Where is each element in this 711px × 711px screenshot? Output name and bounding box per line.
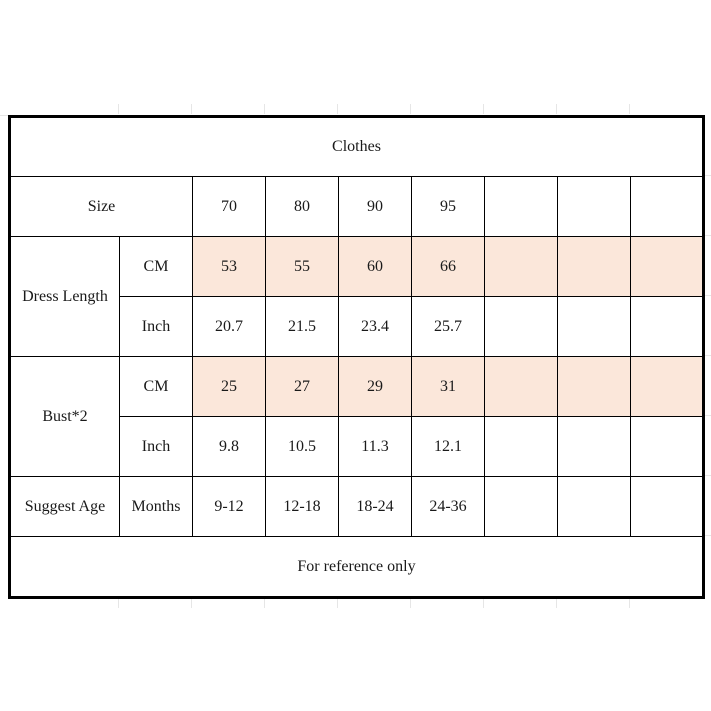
value-cell (558, 297, 631, 357)
age-label: Suggest Age (10, 477, 120, 537)
age-row (10, 477, 704, 537)
value-cell: 23.4 (339, 297, 412, 357)
grid-tick (191, 598, 192, 608)
grid-tick (629, 598, 630, 608)
grid-tick (264, 598, 265, 608)
grid-tick (118, 598, 119, 608)
size-chart-table (8, 115, 705, 599)
size-cell (631, 177, 704, 237)
age-cell: 9-12 (193, 477, 266, 537)
grid-tick (556, 598, 557, 608)
value-cell: 20.7 (193, 297, 266, 357)
value-cell (631, 237, 704, 297)
value-cell (558, 357, 631, 417)
value-cell (485, 417, 558, 477)
group-label-bust: Bust*2 (10, 357, 120, 477)
value-cell (558, 237, 631, 297)
grid-tick (629, 104, 630, 114)
size-label: Size (10, 177, 193, 237)
value-cell: 27 (266, 357, 339, 417)
size-cell (485, 177, 558, 237)
size-cell: 90 (339, 177, 412, 237)
grid-tick (118, 104, 119, 114)
value-cell (485, 237, 558, 297)
value-cell: 53 (193, 237, 266, 297)
size-cell: 95 (412, 177, 485, 237)
grid-tick (483, 598, 484, 608)
grid-tick (410, 104, 411, 114)
value-cell (631, 357, 704, 417)
value-cell: 25.7 (412, 297, 485, 357)
reference-note: For reference only (10, 537, 704, 598)
value-cell: 25 (193, 357, 266, 417)
value-cell (558, 417, 631, 477)
size-cell: 80 (266, 177, 339, 237)
age-cell: 18-24 (339, 477, 412, 537)
unit-label: CM (120, 237, 193, 297)
grid-tick (264, 104, 265, 114)
value-cell: 10.5 (266, 417, 339, 477)
value-cell: 55 (266, 237, 339, 297)
table-title: Clothes (10, 117, 704, 177)
grid-tick (483, 104, 484, 114)
value-cell: 66 (412, 237, 485, 297)
age-cell: 12-18 (266, 477, 339, 537)
unit-label: Inch (120, 417, 193, 477)
value-cell: 9.8 (193, 417, 266, 477)
value-cell (631, 417, 704, 477)
value-cell (485, 357, 558, 417)
value-cell (631, 297, 704, 357)
value-cell (485, 297, 558, 357)
unit-label: CM (120, 357, 193, 417)
age-cell (631, 477, 704, 537)
size-cell (558, 177, 631, 237)
grid-tick (556, 104, 557, 114)
value-cell: 12.1 (412, 417, 485, 477)
value-cell: 11.3 (339, 417, 412, 477)
grid-tick (191, 104, 192, 114)
grid-tick (410, 598, 411, 608)
table-row (10, 357, 704, 417)
footer-row (10, 537, 704, 598)
value-cell: 29 (339, 357, 412, 417)
title-row (10, 117, 704, 177)
age-cell (558, 477, 631, 537)
value-cell: 60 (339, 237, 412, 297)
size-header-row (10, 177, 704, 237)
value-cell: 31 (412, 357, 485, 417)
age-cell (485, 477, 558, 537)
value-cell: 21.5 (266, 297, 339, 357)
table-row (10, 237, 704, 297)
unit-label: Inch (120, 297, 193, 357)
group-label-dress-length: Dress Length (10, 237, 120, 357)
grid-tick (337, 598, 338, 608)
size-cell: 70 (193, 177, 266, 237)
unit-label: Months (120, 477, 193, 537)
age-cell: 24-36 (412, 477, 485, 537)
grid-tick (337, 104, 338, 114)
